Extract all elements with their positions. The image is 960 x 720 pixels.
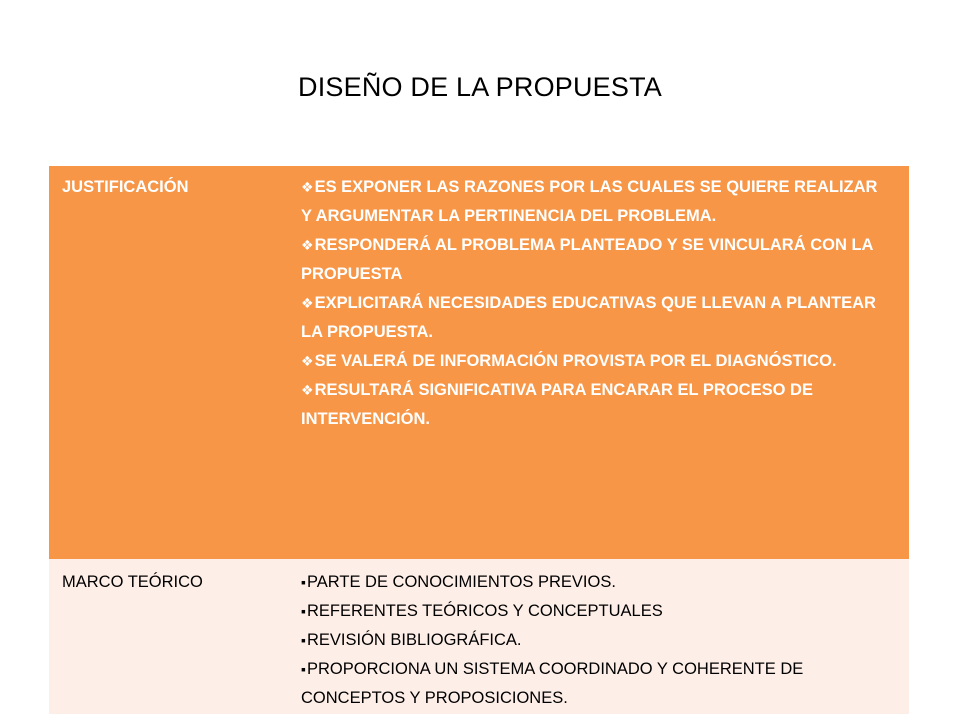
list-item: ❖RESPONDERÁ AL PROBLEMA PLANTEADO Y SE VINCULARÁ CON LA PROPUESTA [301,231,887,289]
diamond-dots-bullet-icon: ❖ [301,295,314,311]
square-bullet-icon: ▪ [301,574,306,590]
list-item: ❖RESULTARÁ SIGNIFICATIVA PARA ENCARAR EL PROCESO DE INTERVENCIÓN. [301,376,887,434]
row-items-cell [301,166,909,559]
row-label-cell [49,559,301,714]
row-label: MARCO TEÓRICO [62,573,203,591]
diamond-dots-bullet-icon: ❖ [301,237,314,253]
square-bullet-icon: ▪ [301,632,306,648]
diamond-dots-bullet-icon: ❖ [301,353,314,369]
list-item: ▪PARTE DE CONOCIMIENTOS PREVIOS. [301,568,887,597]
table-row-marco-teorico [49,559,909,714]
diamond-dots-bullet-icon: ❖ [301,179,314,195]
table-row-justificacion [49,166,909,559]
row-label: JUSTIFICACIÓN [62,178,189,196]
list-item: ▪REVISIÓN BIBLIOGRÁFICA. [301,626,887,655]
content-table [49,166,909,714]
row-items-cell [301,559,909,714]
row-label-cell [49,166,301,559]
slide-title: DISEÑO DE LA PROPUESTA [298,72,662,102]
diamond-dots-bullet-icon: ❖ [301,382,314,398]
list-item: ❖EXPLICITARÁ NECESIDADES EDUCATIVAS QUE LLEVAN A PLANTEAR LA PROPUESTA. [301,289,887,347]
list-item: ❖ES EXPONER LAS RAZONES POR LAS CUALES SE QUIERE REALIZAR Y ARGUMENTAR LA PERTINENCIA DEL PROBLEMA. [301,173,887,231]
square-bullet-icon: ▪ [301,603,306,619]
list-item: ▪PROPORCIONA UN SISTEMA COORDINADO Y COHERENTE DE CONCEPTOS Y PROPOSICIONES. [301,655,887,713]
square-bullet-icon: ▪ [301,661,306,677]
list-item: ❖SE VALERÁ DE INFORMACIÓN PROVISTA POR EL DIAGNÓSTICO. [301,347,887,376]
list-item: ▪REFERENTES TEÓRICOS Y CONCEPTUALES [301,597,887,626]
